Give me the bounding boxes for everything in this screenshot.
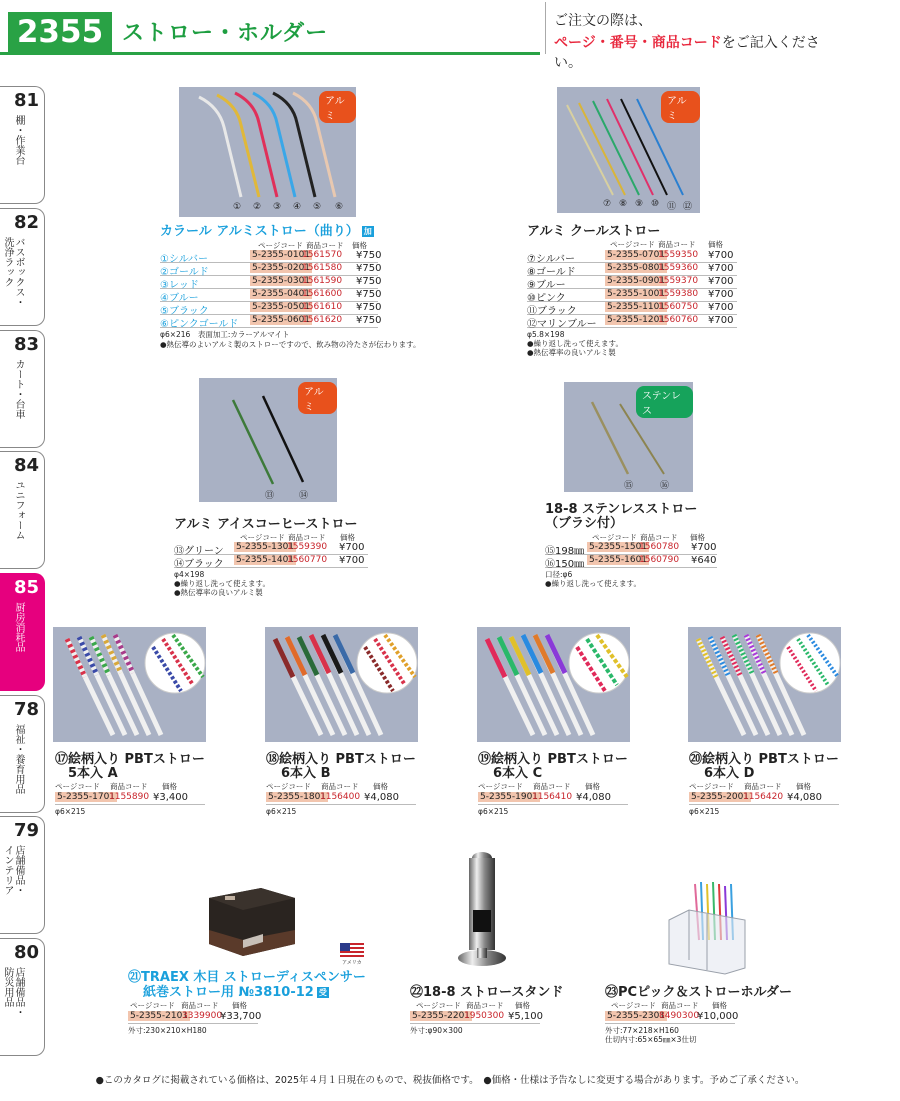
- header-price: 価格: [708, 240, 723, 249]
- feature-note: ●熱伝導率の良いアルミ製: [527, 348, 616, 357]
- product-title: ㉒18-8 ストロースタンド: [410, 985, 564, 1000]
- straw-stand-illustration: [455, 850, 510, 972]
- item-number: ⑫: [683, 202, 693, 212]
- header-product-code: 商品コード: [533, 782, 571, 791]
- item-number: ②: [253, 202, 262, 212]
- product-title: [160, 220, 374, 239]
- table-row: ⑨ブルー 5-2355-0901 1559370 ¥700: [527, 276, 737, 289]
- item-number: ⑬: [265, 491, 275, 501]
- page-number: 2355: [8, 12, 112, 52]
- tab-number: 80: [14, 942, 40, 963]
- table-row: ⑫マリンブルー 5-2355-1201 1560760 ¥700: [527, 315, 737, 328]
- table-row: ⑤ブラック 5-2355-0501 1561610 ¥750: [160, 302, 382, 317]
- tab-number: 78: [14, 699, 40, 720]
- table-row: ⑩ピンク 5-2355-1001 1559380 ¥700: [527, 289, 737, 302]
- tab-83[interactable]: [0, 330, 45, 448]
- tab-label-2: インテリア: [2, 845, 13, 895]
- item-number: ⑯: [660, 481, 670, 491]
- item-number: ⑮: [624, 481, 634, 491]
- tab-label: ユニフォーム: [13, 480, 24, 540]
- product-title: ⑲絵柄入り PBTストロー: [478, 752, 628, 767]
- header-price: 価格: [340, 533, 355, 542]
- tab-number: 84: [14, 455, 40, 476]
- spec-note: φ6×215: [266, 807, 297, 816]
- product-title: ⑳絵柄入り PBTストロー: [689, 752, 839, 767]
- header-product-code: 商品コード: [288, 533, 326, 542]
- tab-85[interactable]: [0, 573, 45, 691]
- feature-note: ●熱伝導のよいアルミ製のストローですので、飲み物の冷たさが伝わります。: [160, 340, 421, 349]
- feature-note: ●繰り返し洗って使えます。: [545, 579, 641, 588]
- header-product-code: 商品コード: [640, 533, 678, 542]
- item-number: ⑧: [619, 199, 628, 209]
- product-photo-bent-straws: [179, 87, 356, 217]
- spec-note: φ4×198: [174, 570, 205, 579]
- tab-number: 85: [14, 577, 40, 598]
- table-row: 5-2355-2201 1950300 ¥5,100: [412, 1011, 543, 1022]
- product-photo-pbt-b: [265, 627, 418, 742]
- header-page-code: ページコード: [689, 782, 734, 791]
- product-title: アルミ クールストロー: [527, 224, 661, 239]
- table-row: ⑯150㎜ 5-2355-1601 1560790 ¥640: [545, 555, 717, 570]
- page-title: ストロー・ホルダー: [122, 21, 329, 46]
- spec-note: φ5.8×198: [527, 330, 565, 339]
- order-note-line1: ご注文の際は、: [554, 13, 652, 29]
- spec-note: φ6×216 表面加工:カラーアルマイト: [160, 330, 290, 339]
- table-row: 5-2355-1701 1155890 ¥3,400: [55, 792, 205, 805]
- order-note-rest: をご記入ください。: [554, 35, 820, 71]
- tab-label: 福祉・養育用品: [13, 724, 24, 794]
- product-photo-cool-straws: [557, 87, 700, 213]
- header-price: 価格: [373, 782, 388, 791]
- table-row: ⑥ピンクゴールド 5-2355-0601 1561620 ¥750: [160, 315, 382, 330]
- header-price: 価格: [162, 782, 177, 791]
- product-subtitle: 6本入 D: [704, 766, 755, 781]
- table-row: ②ゴールド 5-2355-0201 1561580 ¥750: [160, 263, 382, 278]
- header-price: 価格: [796, 782, 811, 791]
- spec-note: 外寸:77×218×H160: [605, 1026, 679, 1035]
- spec-note: φ6×215: [478, 807, 509, 816]
- product-photo-stainless-straws: [564, 382, 693, 492]
- item-number: ⑩: [651, 199, 660, 209]
- table-row: ⑪ブラック 5-2355-1101 1560750 ¥700: [527, 302, 737, 315]
- table-row: ⑦シルバー 5-2355-0701 1559350 ¥700: [527, 250, 737, 263]
- tab-84[interactable]: [0, 451, 45, 569]
- header-page-code: ページコード: [416, 1001, 461, 1010]
- item-number: ⑪: [667, 202, 677, 212]
- pbt-straws-illustration: [688, 627, 841, 742]
- spec-note: 仕切内寸:65×65㎜×3仕切: [605, 1035, 697, 1044]
- tab-number: 83: [14, 334, 40, 355]
- item-number: ⑥: [335, 202, 344, 212]
- spec-note: φ6×215: [689, 807, 720, 816]
- pbt-straws-illustration: [265, 627, 418, 742]
- tab-label: 棚・作業台: [13, 115, 24, 165]
- table-row: ⑮198㎜ 5-2355-1501 1560780 ¥700: [545, 542, 717, 557]
- header-price: 価格: [515, 1001, 530, 1010]
- tab-label: 厨房消耗品: [13, 602, 24, 652]
- product-photo-pbt-a: [53, 627, 206, 742]
- order-note-highlight: ページ・番号・商品コード: [554, 35, 722, 51]
- dispenser-illustration: [203, 884, 299, 960]
- product-photo-ice-coffee-straws: [199, 378, 337, 502]
- product-subtitle: 6本入 C: [493, 766, 543, 781]
- product-title: ㉓PCピック＆ストローホルダー: [605, 985, 793, 1000]
- product-photo-straw-stand: [455, 850, 510, 972]
- header-product-code: 商品コード: [658, 240, 696, 249]
- product-title: アルミ アイスコーヒーストロー: [174, 517, 358, 532]
- header-product-code: 商品コード: [306, 241, 344, 250]
- flag-label: アメリカ: [342, 960, 362, 966]
- header-page-code: ページコード: [610, 240, 655, 249]
- tab-number: 82: [14, 212, 40, 233]
- header-price: 価格: [585, 782, 600, 791]
- spec-note: 外寸:φ90×300: [410, 1026, 463, 1035]
- spec-note: 外寸:230×210×H180: [128, 1026, 207, 1035]
- header-product-code: 商品コード: [661, 1001, 699, 1010]
- feature-note: ●繰り返し洗って使えます。: [174, 579, 270, 588]
- product-photo-dispenser: [203, 884, 299, 960]
- pbt-straws-illustration: [53, 627, 206, 742]
- header-price: 価格: [232, 1001, 247, 1010]
- tab-label: バスボックス・: [13, 237, 24, 307]
- material-badge: アルミ: [319, 91, 356, 123]
- product-subtitle: [143, 981, 329, 1000]
- header-price: 価格: [712, 1001, 727, 1010]
- feature-note: ●熱伝導率の良いアルミ製: [174, 588, 263, 597]
- tab-82[interactable]: [0, 208, 45, 326]
- tab-80[interactable]: [0, 938, 45, 1056]
- footer-disclaimer: ●このカタログに掲載されている価格は、2025年４月１日現在のもので、税抜価格です。 ●価格・仕様は予告なしに変更する場合があります。予めご了承ください。: [95, 1075, 805, 1086]
- item-number: ①: [233, 202, 242, 212]
- header-page-code: ページコード: [130, 1001, 175, 1010]
- product-subtitle-text: 紙巻ストロー用 №3810-12: [143, 985, 314, 1000]
- header-rule: [0, 52, 540, 55]
- table-row: ①シルバー 5-2355-0101 1561570 ¥750: [160, 250, 382, 265]
- table-row: ⑧ゴールド 5-2355-0801 1559360 ¥700: [527, 263, 737, 276]
- product-subtitle: （ブラシ付）: [545, 516, 624, 531]
- item-number: ④: [293, 202, 302, 212]
- usa-flag-icon: [340, 943, 364, 959]
- product-photo-pbt-d: [688, 627, 841, 742]
- tab-label-2: 洗浄ラック: [2, 237, 13, 287]
- pick-holder-illustration: [665, 880, 750, 975]
- table-row: ⑭ブラック 5-2355-1401 1560770 ¥700: [174, 555, 368, 568]
- product-subtitle: 6本入 B: [281, 766, 331, 781]
- tab-81[interactable]: [0, 86, 45, 204]
- order-note-line2: [554, 32, 843, 72]
- tab-number: 79: [14, 820, 40, 841]
- tab-78[interactable]: [0, 695, 45, 813]
- product-photo-pick-holder: [665, 880, 750, 975]
- item-number: ③: [273, 202, 282, 212]
- header-product-code: 商品コード: [321, 782, 359, 791]
- tab-label-2: 防災用品: [2, 967, 13, 1007]
- tab-label: カート・台車: [13, 359, 24, 419]
- table-row: ④ブルー 5-2355-0401 1561600 ¥750: [160, 289, 382, 304]
- pbt-straws-illustration: [477, 627, 630, 742]
- feature-note: ●繰り返し洗って使えます。: [527, 339, 623, 348]
- header-page-code: ページコード: [258, 241, 303, 250]
- header-price: 価格: [352, 241, 367, 250]
- product-title: ㉑TRAEX 木目 ストローディスペンサー: [128, 970, 366, 985]
- table-row: ⑬グリーン 5-2355-1301 1559390 ¥700: [174, 542, 368, 555]
- spec-note: 口径:φ6: [545, 570, 573, 579]
- tab-number: 81: [14, 90, 40, 111]
- table-row: 5-2355-1801 1156400 ¥4,080: [266, 792, 416, 805]
- material-badge: ステンレス: [636, 386, 693, 418]
- product-photo-pbt-c: [477, 627, 630, 742]
- header-product-code: 商品コード: [744, 782, 782, 791]
- tab-label: 店舗備品・: [13, 845, 24, 895]
- header-page-code: ページコード: [611, 1001, 656, 1010]
- order-note: [545, 2, 843, 71]
- header-page-code: ページコード: [592, 533, 637, 542]
- item-number: ⑤: [313, 202, 322, 212]
- header-price: 価格: [690, 533, 705, 542]
- process-flag-icon: 加: [363, 227, 372, 236]
- product-title: 18-8 ステンレスストロー: [545, 502, 698, 517]
- item-number: ⑦: [603, 199, 612, 209]
- table-row: 5-2355-1901 1156410 ¥4,080: [478, 792, 628, 805]
- header-page-code: ページコード: [240, 533, 285, 542]
- header-page-code: ページコード: [478, 782, 523, 791]
- header-product-code: 商品コード: [181, 1001, 219, 1010]
- item-number: ⑨: [635, 199, 644, 209]
- item-number: ⑭: [299, 491, 309, 501]
- material-badge: アルミ: [298, 382, 337, 414]
- table-row: 5-2355-2101 3339900 ¥33,700: [130, 1011, 262, 1022]
- header-product-code: 商品コード: [110, 782, 148, 791]
- product-title: ⑱絵柄入り PBTストロー: [266, 752, 416, 767]
- tab-79[interactable]: [0, 816, 45, 934]
- header-product-code: 商品コード: [466, 1001, 504, 1010]
- header-page-code: ページコード: [266, 782, 311, 791]
- table-row: ③レッド 5-2355-0301 1561590 ¥750: [160, 276, 382, 291]
- tab-label: 店舗備品・: [13, 967, 24, 1017]
- material-badge: アルミ: [661, 91, 700, 123]
- table-row: 5-2355-2301 8490300 ¥10,000: [607, 1011, 739, 1022]
- product-subtitle: 5本入 A: [68, 766, 118, 781]
- order-flag-icon: 受: [318, 988, 327, 997]
- table-row: 5-2355-2001 1156420 ¥4,080: [689, 792, 839, 805]
- header-page-code: ページコード: [55, 782, 100, 791]
- product-title-text: カラール アルミストロー（曲り）: [160, 224, 359, 239]
- spec-note: φ6×215: [55, 807, 86, 816]
- product-title: ⑰絵柄入り PBTストロー: [55, 752, 205, 767]
